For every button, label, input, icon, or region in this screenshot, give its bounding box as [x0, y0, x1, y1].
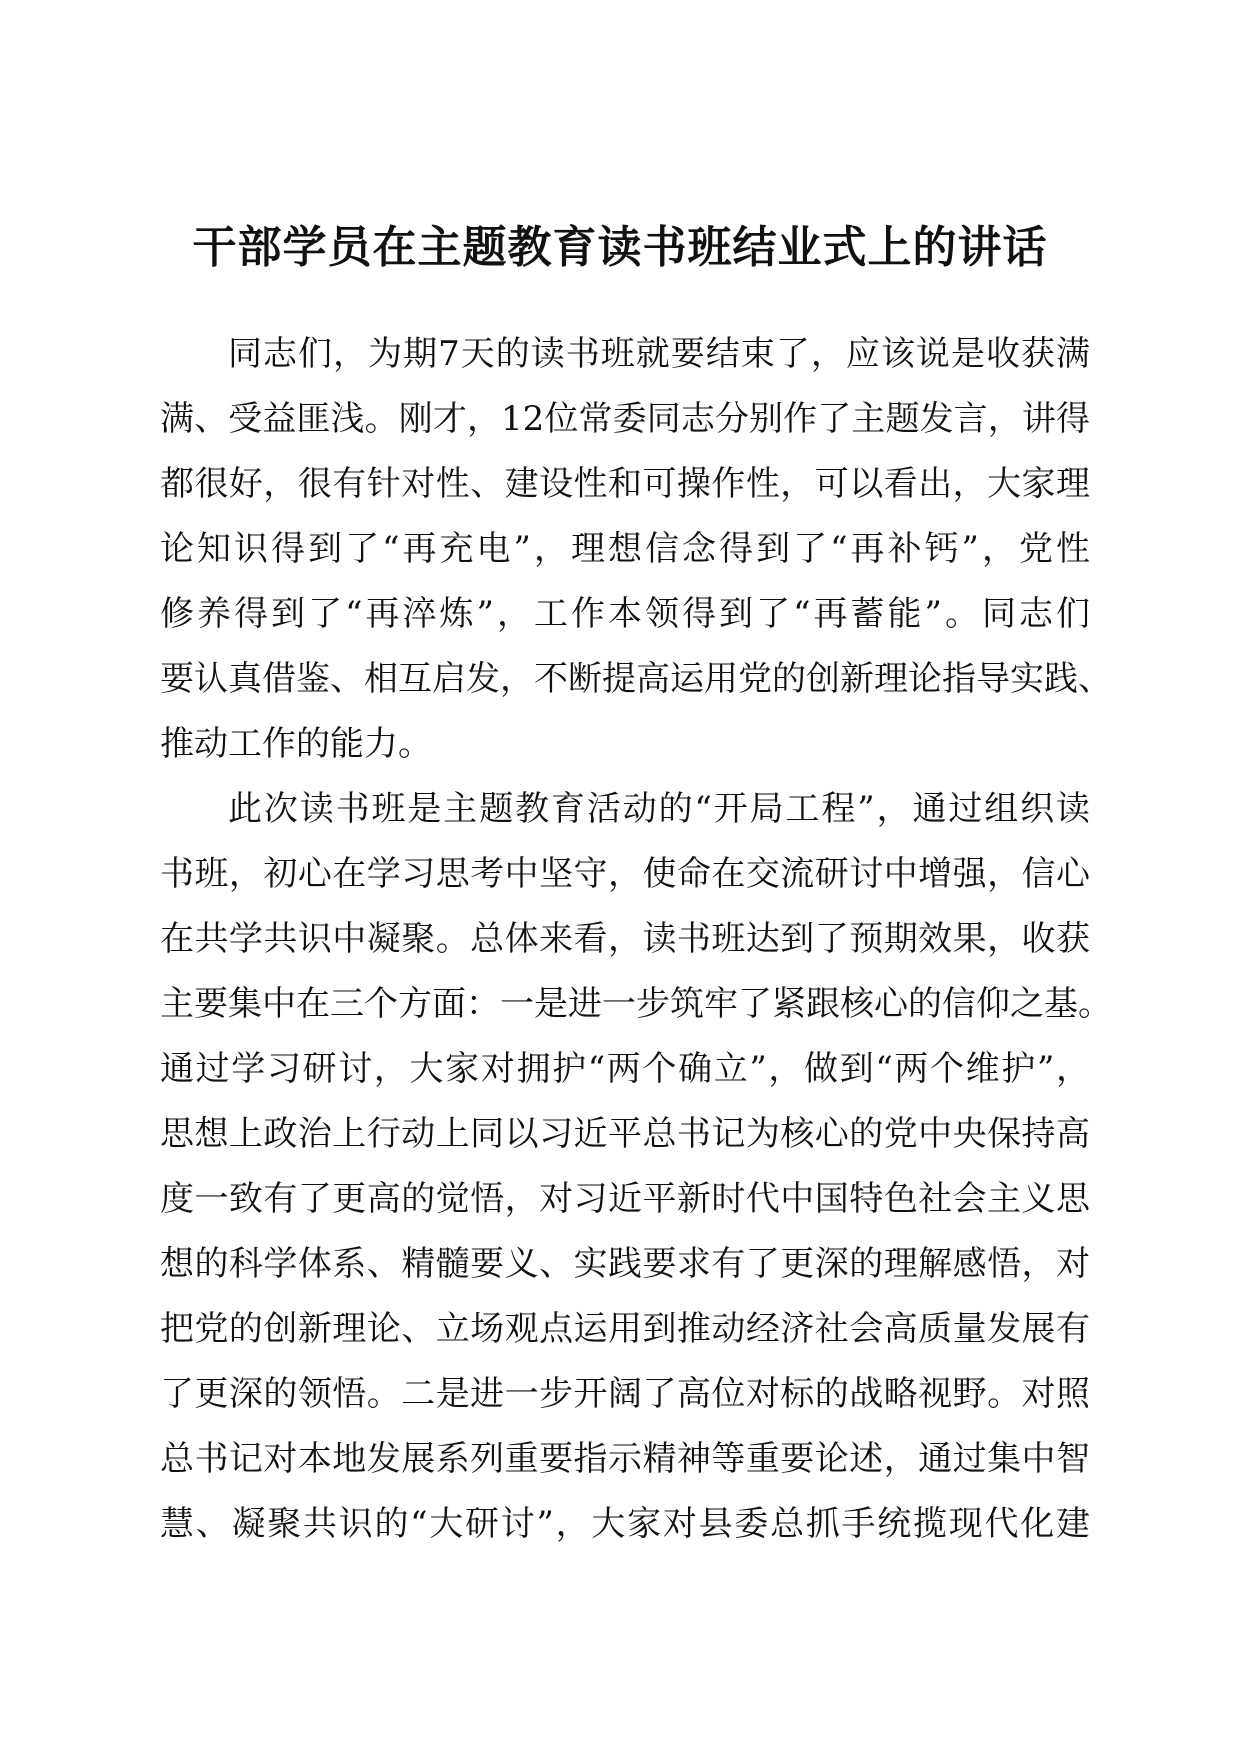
paragraph-1 [160, 322, 1112, 777]
paragraph-line: 想的科学体系、精髓要义、实践要求有了更深的理解感悟，对 [160, 1244, 1090, 1284]
paragraph-line: 都很好，很有针对性、建设性和可操作性，可以看出，大家理 [160, 464, 1090, 504]
paragraph-line: 慧、凝聚共识的“大研讨”，大家对县委总抓手统揽现代化建 [160, 1504, 1090, 1544]
paragraph-line: 把党的创新理论、立场观点运用到推动经济社会高质量发展有 [160, 1309, 1090, 1349]
paragraph-line: 在共学共识中凝聚。总体来看，读书班达到了预期效果，收获 [160, 919, 1090, 959]
paragraph-line: 此次读书班是主题教育活动的“开局工程”，通过组织读 [228, 789, 1090, 829]
document-body [160, 322, 1112, 1557]
paragraph-line: 书班，初心在学习思考中坚守，使命在交流研讨中增强，信心 [160, 854, 1090, 894]
paragraph-line: 通过学习研讨，大家对拥护“两个确立”，做到“两个维护”， [160, 1049, 1090, 1089]
paragraph-line: 推动工作的能力。 [160, 724, 432, 764]
paragraph-line: 度一致有了更高的觉悟，对习近平新时代中国特色社会主义思 [160, 1179, 1090, 1219]
paragraph-line: 总书记对本地发展系列重要指示精神等重要论述，通过集中智 [160, 1439, 1090, 1479]
paragraph-2 [160, 777, 1112, 1557]
paragraph-line: 要认真借鉴、相互启发，不断提高运用党的创新理论指导实践、 [160, 659, 1112, 699]
paragraph-line: 满、受益匪浅。刚才，12位常委同志分别作了主题发言，讲得 [160, 399, 1090, 439]
paragraph-line: 思想上政治上行动上同以习近平总书记为核心的党中央保持高 [160, 1114, 1090, 1154]
document-title: 干部学员在主题教育读书班结业式上的讲话 [192, 222, 1048, 273]
paragraph-line: 主要集中在三个方面：一是进一步筑牢了紧跟核心的信仰之基。 [160, 984, 1112, 1024]
paragraph-line: 了更深的领悟。二是进一步开阔了高位对标的战略视野。对照 [160, 1374, 1090, 1414]
paragraph-line: 论知识得到了“再充电”，理想信念得到了“再补钙”，党性 [160, 529, 1090, 569]
paragraph-line: 同志们，为期7天的读书班就要结束了，应该说是收获满 [228, 334, 1090, 374]
paragraph-line: 修养得到了“再淬炼”，工作本领得到了“再蓄能”。同志们 [160, 594, 1090, 634]
